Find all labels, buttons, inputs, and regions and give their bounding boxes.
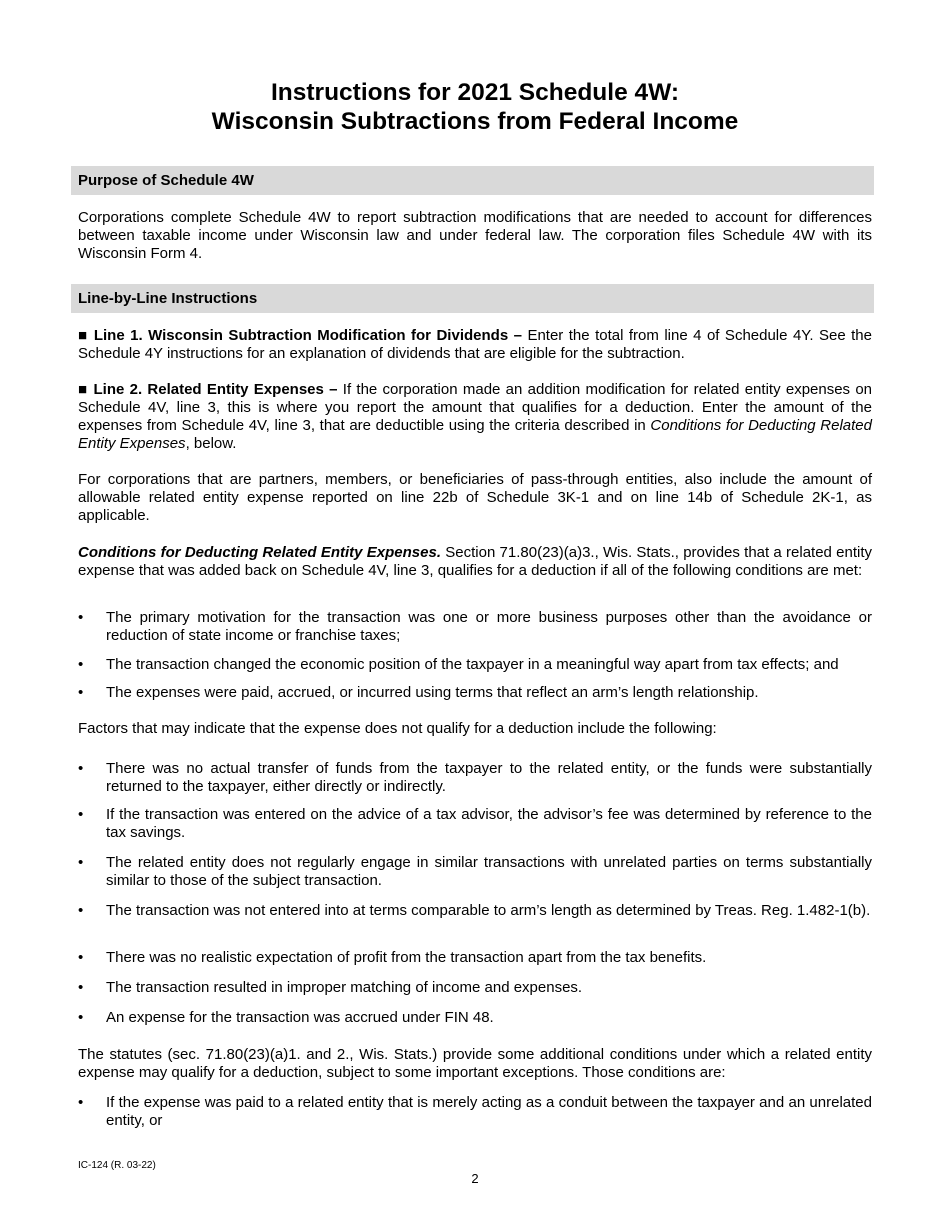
line1-paragraph [78, 327, 872, 363]
conditions-paragraph [78, 544, 872, 580]
bullet-dot: • [78, 760, 84, 777]
conditions-bullet-text: The primary motivation for the transaction was one or more business purposes other than the avoidance or reduction of state income or franchise taxes; [106, 609, 872, 644]
form-code: IC-124 (R. 03-22) [78, 1160, 156, 1171]
line2-paragraph [78, 381, 872, 453]
purpose-text: Corporations complete Schedule 4W to report subtraction modifications that are needed to account for differences between taxable income under Wisconsin law and under federal law. The corporation files Schedule 4W with its Wisconsin Form 4. [78, 209, 872, 262]
line2-label: Line 2. Related Entity Expenses – [93, 381, 338, 398]
bullet-dot: • [78, 656, 84, 673]
factors-bullet-text: If the transaction was entered on the advice of a tax advisor, the advisor’s fee was determined by reference to the tax savings. [106, 806, 872, 841]
page-number: 2 [471, 1171, 479, 1186]
title-line-2: Wisconsin Subtractions from Federal Income [211, 108, 739, 135]
factors-bullet [78, 806, 872, 842]
statutes-bullet-text: If the expense was paid to a related entity that is merely acting as a conduit between the taxpayer and an unrelated entity, or [106, 1094, 872, 1129]
statutes-bullet [78, 1094, 872, 1130]
factors-bullet-text: There was no realistic expectation of profit from the transaction apart from the tax benefits. [106, 949, 707, 966]
conditions-bullet [78, 609, 872, 645]
line2-marker: ■ [78, 381, 89, 398]
title-line-1: Instructions for 2021 Schedule 4W: [271, 79, 679, 106]
conditions-bullet-text: The transaction changed the economic position of the taxpayer in a meaningful way apart from tax effects; and [106, 656, 839, 673]
line2-italic-ref: Conditions for Deducting Related Entity Expenses [78, 417, 872, 452]
factors-intro: Factors that may indicate that the expense does not qualify for a deduction include the following: [78, 720, 717, 737]
factors-bullet [78, 854, 872, 890]
factors-bullet [78, 760, 872, 796]
line1-marker: ■ [78, 327, 89, 344]
factors-bullet-text: The transaction was not entered into at terms comparable to arm’s length as determined by Treas. Reg. 1.482-1(b). [106, 902, 871, 919]
page-title [0, 78, 950, 136]
line1-label: Line 1. Wisconsin Subtraction Modification for Dividends – [93, 327, 522, 344]
line2-text: If the corporation made an addition modification for related entity expenses on Schedule 4V, line 3, this is where you report the amount that qualifies for a deduction. Enter the amount of the expenses from Schedule 4V, line 3, that are deductible using the criteria described in [78, 381, 873, 434]
factors-bullet-text: The related entity does not regularly engage in similar transactions with unrelated parties on terms substantially similar to those of the subject transaction. [106, 854, 872, 889]
bullet-dot: • [78, 979, 84, 996]
bullet-dot: • [78, 609, 84, 626]
factors-bullet [78, 902, 872, 920]
conditions-bullet-text: The expenses were paid, accrued, or incurred using terms that reflect an arm’s length relationship. [106, 684, 759, 701]
purpose-heading: Purpose of Schedule 4W [71, 166, 874, 195]
factors-bullet-text: The transaction resulted in improper matching of income and expenses. [106, 979, 583, 996]
conditions-text: Section 71.80(23)(a)3., Wis. Stats., provides that a related entity expense that was added back on Schedule 4V, line 3, qualifies for a deduction if all of the following conditions are met: [78, 544, 872, 579]
factors-bullet [78, 1009, 872, 1027]
line1-text: Enter the total from line 4 of Schedule 4Y. See the Schedule 4Y instructions for an explanation of dividends that are eligible for the subtraction. [78, 327, 872, 362]
conditions-label: Conditions for Deducting Related Entity Expenses. [78, 544, 441, 561]
bullet-dot: • [78, 854, 84, 871]
partners-paragraph: For corporations that are partners, members, or beneficiaries of pass-through entities, also include the amount of allowable related entity expense reported on line 22b of Schedule 3K-1 and on line 14b of Schedule 2K-1, as applicable. [78, 471, 872, 524]
factors-bullet-text: An expense for the transaction was accrued under FIN 48. [106, 1009, 494, 1026]
factors-bullet [78, 949, 872, 967]
bullet-dot: • [78, 1009, 84, 1026]
bullet-dot: • [78, 949, 84, 966]
factors-bullet-text: There was no actual transfer of funds from the taxpayer to the related entity, or the funds were substantially returned to the taxpayer, either directly or indirectly. [106, 760, 872, 795]
conditions-bullet [78, 656, 872, 674]
factors-bullet [78, 979, 872, 997]
bullet-dot: • [78, 684, 84, 701]
bullet-dot: • [78, 1094, 84, 1111]
statutes-paragraph: The statutes (sec. 71.80(23)(a)1. and 2., Wis. Stats.) provide some additional conditions under which a related entity expense may qualify for a deduction, subject to some important exceptions. Those conditions are: [78, 1046, 872, 1081]
conditions-bullet [78, 684, 872, 702]
bullet-dot: • [78, 806, 84, 823]
bullet-dot: • [78, 902, 84, 919]
line2-text-end: , below. [185, 435, 237, 452]
instructions-heading: Line-by-Line Instructions [71, 284, 874, 313]
